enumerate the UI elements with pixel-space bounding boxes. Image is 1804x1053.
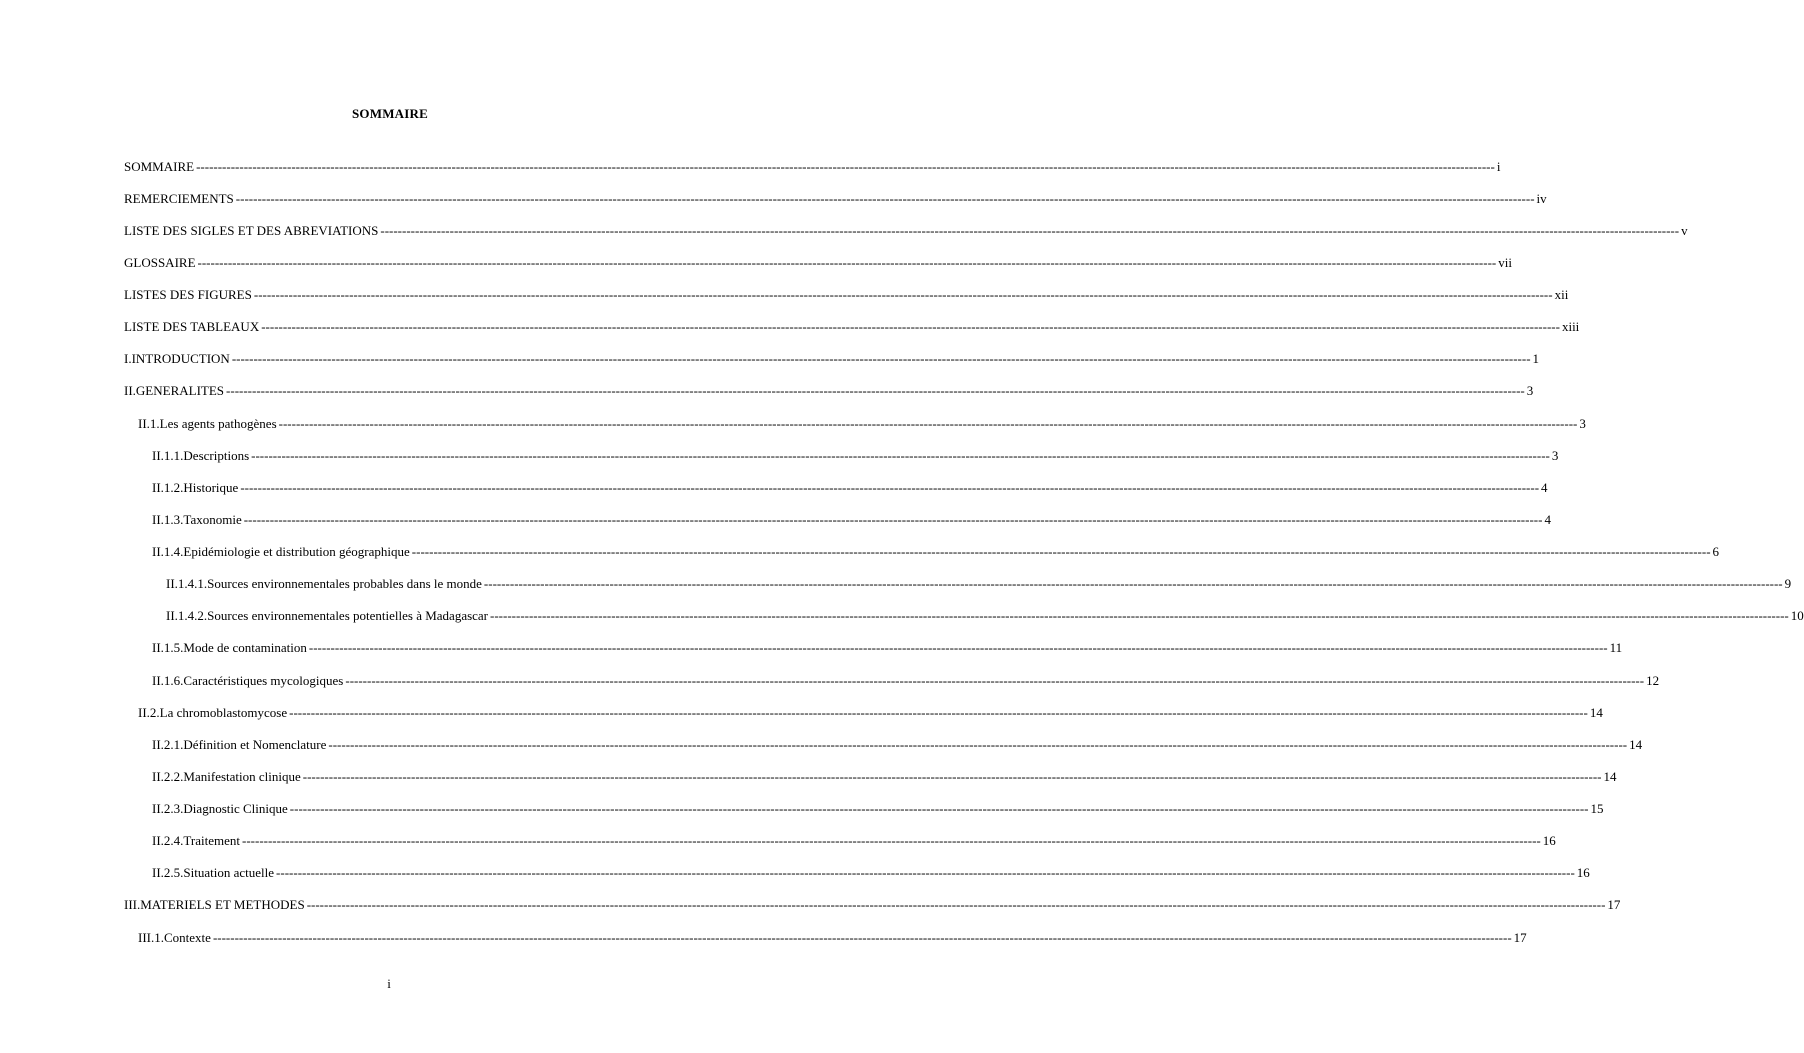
toc-entry[interactable] [152,671,1660,691]
toc-entry[interactable] [124,317,1580,337]
toc-entry-leader: ------------------------------------------------------------------------------------------------------------------------------------------------------------------------------------------------------------------------------------------------------------------------------------------------------------ [278,416,1578,431]
toc-entry[interactable] [152,638,1623,658]
toc-entry-label: Manifestation clinique [183,769,301,784]
toc-entry-label: Taxonomie [183,512,242,527]
toc-entry-label: La chromoblastomycose [159,705,288,720]
toc-entry[interactable] [138,414,1586,434]
toc-entry-leader: ------------------------------------------------------------------------------------------------------------------------------------------------------------------------------------------------------------------------------------------------------------------------------------------------------------ [302,769,1602,784]
toc-entry-leader: ------------------------------------------------------------------------------------------------------------------------------------------------------------------------------------------------------------------------------------------------------------------------------------------------------------ [490,608,1789,623]
toc-entry-number: II.1.2. [152,480,184,495]
toc-entry-number: II.1. [138,416,160,431]
toc-entry-page: 16 [1576,865,1590,880]
toc-entry-page: 4 [1541,480,1548,495]
toc-entry-label: REMERCIEMENTS [124,191,234,206]
toc-entry-page: 1 [1532,351,1540,366]
toc-entry-label: Les agents pathogènes [159,416,277,431]
toc-entry-page: 4 [1544,512,1551,527]
toc-entry-label: GENERALITES [135,383,225,398]
toc-entry-label: Sources environnementales potentielles à Madagascar [207,608,489,623]
toc-entry-label: Sources environnementales probables dans le monde [207,576,482,591]
toc-entry-page: 12 [1646,673,1660,688]
toc-entry[interactable] [152,478,1548,498]
toc-entry[interactable] [124,285,1569,305]
toc-entry-number: III. [124,897,141,912]
toc-entry[interactable] [166,574,1792,594]
toc-entry-leader: ------------------------------------------------------------------------------------------------------------------------------------------------------------------------------------------------------------------------------------------------------------------------------------------------------------ [243,512,1543,527]
page-title: SOMMAIRE [352,106,428,121]
toc-entry[interactable] [152,767,1617,787]
toc-entry-leader: ------------------------------------------------------------------------------------------------------------------------------------------------------------------------------------------------------------------------------------------------------------------------------------------------------------ [483,576,1783,591]
toc-entry-label: GLOSSAIRE [124,255,196,270]
toc-entry-leader: ------------------------------------------------------------------------------------------------------------------------------------------------------------------------------------------------------------------------------------------------------------------------------------------------------------ [328,737,1628,752]
toc-entry-label: Descriptions [183,448,250,463]
toc-entry-leader: ------------------------------------------------------------------------------------------------------------------------------------------------------------------------------------------------------------------------------------------------------------------------------------------------------------ [411,544,1711,559]
toc-entry-number: II.1.4.2. [166,608,208,623]
toc-entry-leader: ------------------------------------------------------------------------------------------------------------------------------------------------------------------------------------------------------------------------------------------------------------------------------------------------------------ [197,255,1497,270]
toc-entry-label: MATERIELS ET METHODES [140,897,305,912]
toc-entry[interactable] [138,703,1603,723]
toc-entry-page: 6 [1712,544,1720,559]
toc-entry-leader: ------------------------------------------------------------------------------------------------------------------------------------------------------------------------------------------------------------------------------------------------------------------------------------------------------------ [251,448,1550,463]
toc-entry[interactable] [124,157,1501,177]
toc-entry-number: II.2.1. [152,737,184,752]
toc-entry-page: 3 [1526,383,1534,398]
toc-entry-number: II.1.6. [152,673,184,688]
toc-entry-leader: ------------------------------------------------------------------------------------------------------------------------------------------------------------------------------------------------------------------------------------------------------------------------------------------------------------ [231,351,1531,366]
page-number: i [387,976,391,991]
toc-entry[interactable] [124,381,1534,401]
toc-entry-leader: ------------------------------------------------------------------------------------------------------------------------------------------------------------------------------------------------------------------------------------------------------------------------------------------------------------ [289,801,1589,816]
toc-entry-page: 17 [1513,930,1527,945]
toc-entry-leader: ------------------------------------------------------------------------------------------------------------------------------------------------------------------------------------------------------------------------------------------------------------------------------------------------------------ [196,159,1495,174]
toc-entry[interactable] [152,735,1643,755]
toc-entry-label: Situation actuelle [183,865,275,880]
toc-entry-page: 11 [1609,640,1623,655]
toc-entry-number: II.2.5. [152,865,184,880]
toc-entry[interactable] [152,863,1590,883]
toc-entry-leader: ------------------------------------------------------------------------------------------------------------------------------------------------------------------------------------------------------------------------------------------------------------------------------------------------------------ [242,833,1541,848]
toc-entry-leader: ------------------------------------------------------------------------------------------------------------------------------------------------------------------------------------------------------------------------------------------------------------------------------------------------------------ [212,930,1512,945]
toc-entry-page: vii [1498,255,1512,270]
toc-entry-number: II. [124,383,136,398]
toc-entry-leader: ------------------------------------------------------------------------------------------------------------------------------------------------------------------------------------------------------------------------------------------------------------------------------------------------------------ [261,319,1560,334]
toc-entry[interactable] [124,189,1547,209]
toc-entry[interactable] [152,799,1604,819]
toc-entry[interactable] [166,606,1804,626]
toc-entry-number: II.1.4.1. [166,576,208,591]
toc-entry[interactable] [152,542,1720,562]
toc-entry-leader: ------------------------------------------------------------------------------------------------------------------------------------------------------------------------------------------------------------------------------------------------------------------------------------------------------------ [345,673,1645,688]
toc-entry-number: II.1.1. [152,448,184,463]
toc-entry-page: 3 [1551,448,1559,463]
toc-entry-label: Epidémiologie et distribution géographique [183,544,410,559]
toc-entry-leader: ------------------------------------------------------------------------------------------------------------------------------------------------------------------------------------------------------------------------------------------------------------------------------------------------------------ [253,287,1553,302]
toc-entry-number: II.1.4. [152,544,184,559]
toc-entry-label: Historique [183,480,239,495]
toc-entry[interactable] [152,831,1556,851]
toc-entry-page: 17 [1607,897,1621,912]
toc-entry-label: SOMMAIRE [124,159,195,174]
toc-entry-label: Définition et Nomenclature [183,737,327,752]
toc-entry-leader: ------------------------------------------------------------------------------------------------------------------------------------------------------------------------------------------------------------------------------------------------------------------------------------------------------------ [308,640,1608,655]
toc-entry-page: iv [1536,191,1547,206]
toc-entry-number: III.1. [138,930,164,945]
toc-entry-leader: ------------------------------------------------------------------------------------------------------------------------------------------------------------------------------------------------------------------------------------------------------------------------------------------------------------ [306,897,1606,912]
toc-entry-page: 14 [1629,737,1643,752]
toc-entry-number: II.1.3. [152,512,184,527]
toc-entry-page: 10 [1790,608,1804,623]
toc-entry-label: INTRODUCTION [131,351,230,366]
toc-entry[interactable] [124,349,1540,369]
toc-entry-number: II.2.4. [152,833,184,848]
toc-entry-label: Diagnostic Clinique [183,801,288,816]
toc-entry-page: 15 [1590,801,1604,816]
toc-entry-leader: ------------------------------------------------------------------------------------------------------------------------------------------------------------------------------------------------------------------------------------------------------------------------------------------------------------ [235,191,1535,206]
toc-entry-page: 14 [1603,769,1617,784]
toc-entry-page: xii [1554,287,1569,302]
toc-entry-number: I. [124,351,132,366]
toc-entry-number: II.1.5. [152,640,184,655]
toc-entry-label: Mode de contamination [183,640,307,655]
toc-entry-label: LISTES DES FIGURES [124,287,252,302]
toc-entry-page: xiii [1561,319,1580,334]
toc-entry[interactable] [124,895,1621,915]
toc-entry-page: 3 [1579,416,1586,431]
toc-entry-leader: ------------------------------------------------------------------------------------------------------------------------------------------------------------------------------------------------------------------------------------------------------------------------------------------------------------ [240,480,1540,495]
toc-entry[interactable] [138,928,1527,948]
toc-entry-leader: ------------------------------------------------------------------------------------------------------------------------------------------------------------------------------------------------------------------------------------------------------------------------------------------------------------ [289,705,1588,720]
toc-entry-number: II.2. [138,705,160,720]
toc-entry-label: LISTE DES SIGLES ET DES ABREVIATIONS [124,223,379,238]
toc-entry-page: 9 [1784,576,1792,591]
toc-entry-leader: ------------------------------------------------------------------------------------------------------------------------------------------------------------------------------------------------------------------------------------------------------------------------------------------------------------ [226,383,1525,398]
toc-entry-label: LISTE DES TABLEAUX [124,319,260,334]
toc-entry-number: II.2.3. [152,801,184,816]
toc-entry[interactable] [152,446,1559,466]
toc-entry[interactable] [124,253,1512,273]
toc-entry-page: 14 [1589,705,1603,720]
toc-entry-page: 16 [1542,833,1556,848]
toc-entry-label: Caractéristiques mycologiques [183,673,344,688]
toc-entry-label: Traitement [183,833,240,848]
toc-entry-label: Contexte [164,930,211,945]
toc-entry-leader: ------------------------------------------------------------------------------------------------------------------------------------------------------------------------------------------------------------------------------------------------------------------------------------------------------------ [380,223,1680,238]
toc-entry-leader: ------------------------------------------------------------------------------------------------------------------------------------------------------------------------------------------------------------------------------------------------------------------------------------------------------------ [276,865,1575,880]
toc-entry[interactable] [124,221,1688,241]
toc-entry[interactable] [152,510,1551,530]
toc-entry-page: v [1681,223,1688,238]
toc-entry-page: i [1496,159,1501,174]
toc-entry-number: II.2.2. [152,769,184,784]
